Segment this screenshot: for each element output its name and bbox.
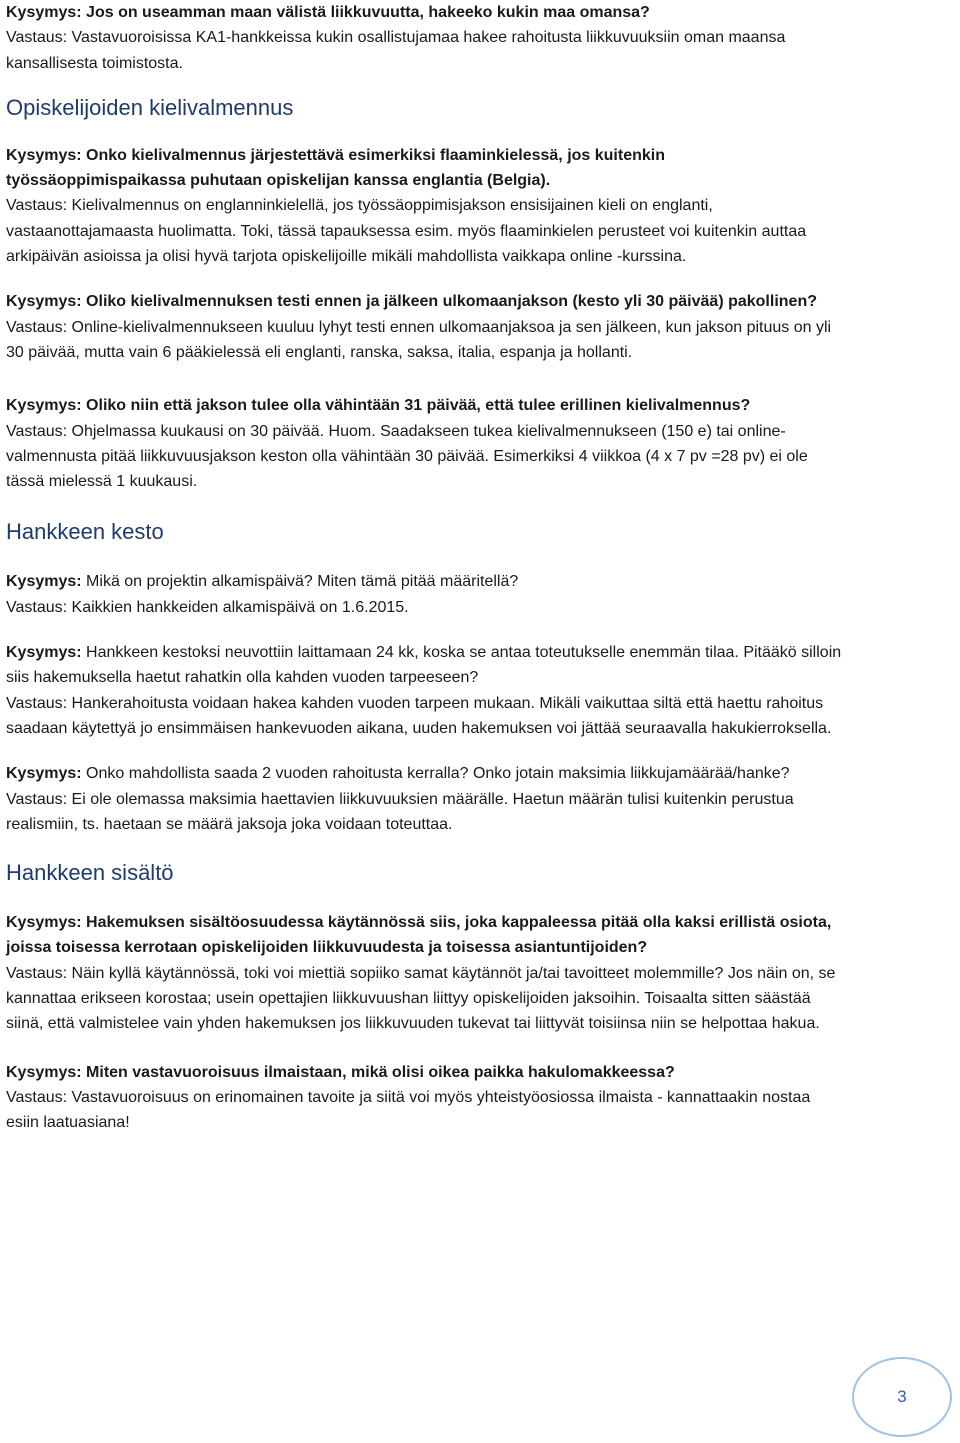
page-number-badge: 3 bbox=[852, 1357, 952, 1437]
question-text: Kysymys: Onko kielivalmennus järjestettävä esimerkiksi flaaminkielessä, jos kuitenkin työssäoppimispaikassa puhutaan opiskelijan kanssa englantia (Belgia). bbox=[6, 146, 665, 190]
document-page bbox=[6, 0, 846, 1136]
question-text: Kysymys: Oliko kielivalmennuksen testi ennen ja jälkeen ulkomaanjakson (kesto yli 30 päivää) pakollinen? bbox=[6, 293, 817, 311]
answer-text: Vastaus: Vastavuoroisuus on erinomainen tavoite ja siitä voi myös yhteistyöosiossa ilmaista - kannattaakin nostaa esiin laatuasiana! bbox=[6, 1088, 811, 1132]
question-text: Kysymys: Oliko niin että jakson tulee olla vähintään 31 päivää, että tulee erillinen kielivalmennus? bbox=[6, 397, 751, 415]
answer-text: Vastaus: Hankerahoitusta voidaan hakea kahden vuoden tarpeen mukaan. Mikäli vaikuttaa siltä että haettu rahoitus saadaan käytettyä jo ensimmäisen hankevuoden aikana, uuden hakemuksen voi jättää seuraavalla hakukierroksella. bbox=[6, 694, 832, 737]
question-text: Kysymys: Hakemuksen sisältöosuudessa käytännössä siis, joka kappaleessa pitää olla kaksi erillistä osiota, joissa toisessa kerrotaan opiskelijoiden liikkuvuudesta ja toisessa asiantuntijoiden? bbox=[6, 914, 832, 957]
answer-text: Vastaus: Online-kielivalmennukseen kuuluu lyhyt testi ennen ulkomaanjaksoa ja sen jälkeen, kun jakson pituus on yli 30 päivää, mutta vain 6 pääkielessä eli englanti, ranska, saksa, italia, espanja ja hollanti. bbox=[6, 318, 832, 361]
section-heading: Hankkeen kesto bbox=[6, 519, 164, 545]
question-body: Onko mahdollista saada 2 vuoden rahoitusta kerralla? Onko jotain maksimia liikkujamäärää/hanke? bbox=[81, 765, 790, 783]
question-text: Kysymys: Miten vastavuoroisuus ilmaistaan, mikä olisi oikea paikka hakulomakkeessa? bbox=[6, 1063, 675, 1081]
answer-text: Vastaus: Ei ole olemassa maksimia haettavien liikkuvuuksien määrälle. Haetun määrän tulisi kuitenkin perustua realismiin, ts. haetaan se määrä jaksoja joka voidaan toteuttaa. bbox=[6, 790, 794, 833]
section-heading: Opiskelijoiden kielivalmennus bbox=[6, 94, 294, 120]
question-text: Kysymys: Jos on useamman maan välistä liikkuvuutta, hakeeko kukin maa omansa? bbox=[6, 4, 650, 21]
question-label: Kysymys: bbox=[6, 765, 82, 783]
question-text bbox=[6, 761, 846, 786]
answer-text: Vastaus: Vastavuoroisissa KA1-hankkeissa kukin osallistujamaa hakee rahoitusta liikkuvuuksiin oman maansa kansallisesta toimistosta. bbox=[6, 29, 786, 72]
question-text bbox=[6, 569, 846, 594]
question-label: Kysymys: bbox=[6, 573, 82, 591]
answer-text: Vastaus: Kielivalmennus on englanninkielellä, jos työssäoppimisjakson ensisijainen kieli on englanti, vastaanottajamaasta huolimatta. Toki, tässä tapauksessa esim. myös flaaminkielen perusteet voi kuitenkin auttaa arkipäivän asioissa ja olisi hyvä tarjota opiskelijoille mikäli mahdollista vaikkapa online -kurssina. bbox=[6, 197, 807, 266]
section-heading: Hankkeen sisältö bbox=[6, 860, 174, 886]
question-text bbox=[6, 640, 846, 691]
answer-text: Vastaus: Ohjelmassa kuukausi on 30 päivää. Huom. Saadakseen tukea kielivalmennukseen (150 e) tai online-valmennusta pitää liikkuvuusjakson keston olla vähintään 30 päivää. Esimerkiksi 4 viikkoa (4 x 7 pv =28 pv) ei ole tässä mielessä 1 kuukausi. bbox=[6, 422, 808, 491]
question-body: Mikä on projektin alkamispäivä? Miten tämä pitää määritellä? bbox=[81, 573, 519, 591]
answer-text: Vastaus: Näin kyllä käytännössä, toki voi miettiä sopiiko samat käytännöt ja/tai tavoitteet molemmille? Jos näin on, se kannattaa erikseen korostaa; usein opettajien liikkuvuushan liittyy opiskelijoiden jaksoihin. Toisaalta sitten säästää siinä, että valmistelee vain yhden hakemuksen jos liikkuvuuden tukevat tai liittyvät toisiinsa niin se helpottaa hakua. bbox=[6, 964, 836, 1033]
question-label: Kysymys: bbox=[6, 644, 82, 662]
question-body: Hankkeen kestoksi neuvottiin laittamaan 24 kk, koska se antaa toteutukselle enemmän tilaa. Pitääkö silloin siis hakemuksella haetut rahatkin olla kahden vuoden tarpeeseen? bbox=[6, 644, 842, 687]
answer-text: Vastaus: Kaikkien hankkeiden alkamispäivä on 1.6.2015. bbox=[6, 598, 409, 616]
